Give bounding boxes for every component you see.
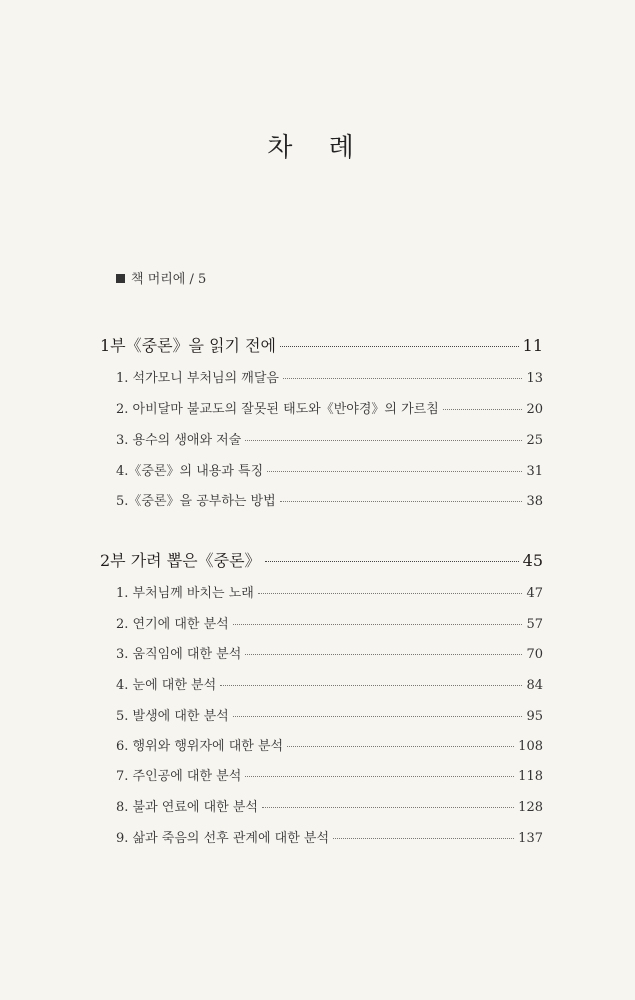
page-number: 47 xyxy=(526,586,543,601)
toc-entry xyxy=(116,674,543,693)
entry-label: 4. 눈에 대한 분석 xyxy=(116,678,217,693)
foreword-entry xyxy=(116,268,206,287)
entry-label: 2. 연기에 대한 분석 xyxy=(116,617,229,632)
dot-leader xyxy=(280,501,523,502)
page-title: 차 례 xyxy=(267,133,368,163)
page-number: 11 xyxy=(522,336,543,355)
dot-leader xyxy=(245,654,522,655)
toc-entry xyxy=(116,429,543,448)
dot-leader xyxy=(267,471,522,472)
part-2-heading xyxy=(100,548,543,571)
entry-label: 8. 불과 연료에 대한 분석 xyxy=(116,800,258,815)
entry-label: 7. 주인공에 대한 분석 xyxy=(116,769,242,784)
dot-leader xyxy=(280,346,519,347)
toc-entry xyxy=(116,613,543,632)
page-number: 13 xyxy=(526,371,543,386)
toc-entry xyxy=(116,827,543,846)
dot-leader xyxy=(245,440,522,441)
dot-leader xyxy=(233,624,523,625)
page-number: 84 xyxy=(526,678,543,693)
entry-label: 9. 삶과 죽음의 선후 관계에 대한 분석 xyxy=(116,831,330,846)
toc-entry xyxy=(116,765,543,784)
entry-label: 5. 발생에 대한 분석 xyxy=(116,709,229,724)
toc-entry xyxy=(116,367,543,386)
dot-leader xyxy=(283,378,523,379)
dot-leader xyxy=(443,409,523,410)
dot-leader xyxy=(245,776,514,777)
page-number: 25 xyxy=(526,433,543,448)
dot-leader xyxy=(258,593,523,594)
foreword-label: 책 머리에 / 5 xyxy=(131,272,207,287)
page-number: 137 xyxy=(518,831,543,846)
page-number: 45 xyxy=(522,551,543,570)
toc-entry xyxy=(116,460,543,479)
page-number: 70 xyxy=(526,647,543,662)
dot-leader xyxy=(265,561,519,562)
toc-entry xyxy=(116,735,543,754)
entry-label: 6. 행위와 행위자에 대한 분석 xyxy=(116,739,284,754)
dot-leader xyxy=(262,807,514,808)
part-1-heading xyxy=(100,333,543,356)
toc-entry xyxy=(116,582,543,601)
entry-label: 2. 아비달마 불교도의 잘못된 태도와《반야경》의 가르침 xyxy=(116,402,439,417)
page-number: 128 xyxy=(518,800,543,815)
part-title: 1부《중론》을 읽기 전에 xyxy=(100,336,276,355)
toc-entry xyxy=(116,796,543,815)
entry-label: 1. 부처님께 바치는 노래 xyxy=(116,586,254,601)
entry-label: 5.《중론》을 공부하는 방법 xyxy=(116,494,276,509)
entry-label: 3. 용수의 생애와 저술 xyxy=(116,433,242,448)
dot-leader xyxy=(333,838,514,839)
dot-leader xyxy=(233,716,523,717)
toc-entry xyxy=(116,398,543,417)
page-number: 57 xyxy=(526,617,543,632)
entry-label: 3. 움직임에 대한 분석 xyxy=(116,647,242,662)
toc-entry xyxy=(116,490,543,509)
page-number: 20 xyxy=(526,402,543,417)
dot-leader xyxy=(220,685,522,686)
page-number: 31 xyxy=(526,464,543,479)
entry-label: 1. 석가모니 부처님의 깨달음 xyxy=(116,371,279,386)
page-number: 108 xyxy=(518,739,543,754)
part-title: 2부 가려 뽑은《중론》 xyxy=(100,551,261,570)
page-number: 38 xyxy=(526,494,543,509)
page-number: 118 xyxy=(518,769,543,784)
entry-label: 4.《중론》의 내용과 특징 xyxy=(116,464,264,479)
page-number: 95 xyxy=(526,709,543,724)
toc-entry xyxy=(116,705,543,724)
toc-entry xyxy=(116,643,543,662)
square-bullet-icon xyxy=(116,274,125,283)
dot-leader xyxy=(287,746,514,747)
